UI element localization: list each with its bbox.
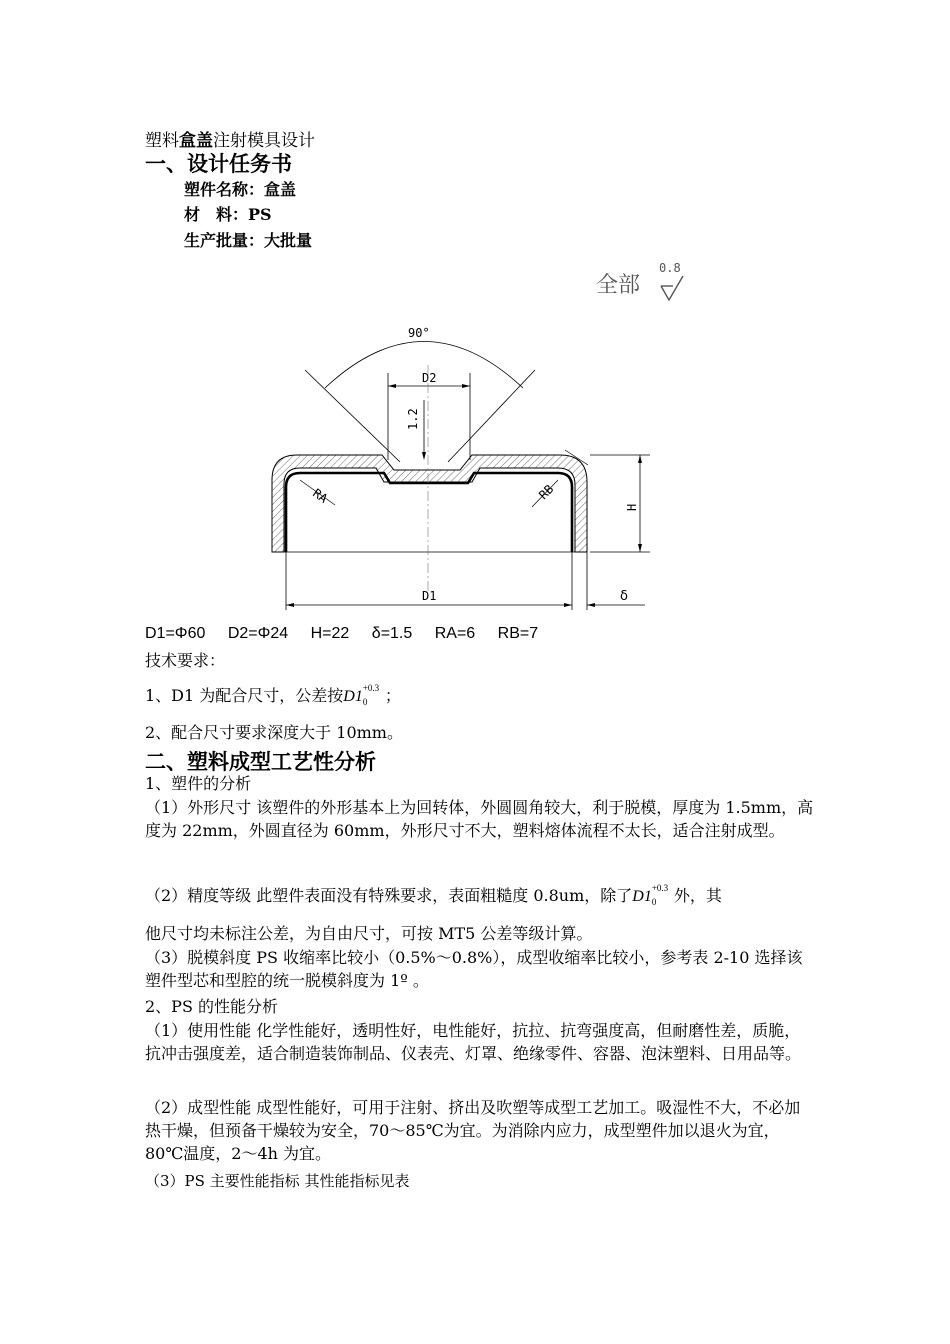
requirement-2: 2、配合尺寸要求深度大于 10mm。 xyxy=(145,723,403,742)
requirement-1: 1、D1 为配合尺寸，公差按D1 +0.3 0 ； xyxy=(145,683,401,707)
section2-sub1: 1、塑件的分析 xyxy=(145,774,252,793)
part-drawing xyxy=(260,255,660,615)
field-part-name: 塑件名称：盒盖 xyxy=(184,180,297,199)
doc-title-bold: 盒盖 xyxy=(179,131,213,151)
field-material: 材 料：PS xyxy=(184,205,272,224)
rb-label: RB xyxy=(536,482,557,503)
paragraph-precision-line2: 他尺寸均未标注公差，为自由尺寸，可按 MT5 公差等级计算。 xyxy=(145,924,593,943)
paragraph-usage: （1）使用性能 化学性能好，透明性好，电性能好，抗拉、抗弯强度高，但耐磨性差，质脆，抗冲击强度差，适合制造装饰制品、仪表壳、灯罩、绝缘零件、容器、泡沫塑料、日用品等。 xyxy=(145,1021,802,1063)
roughness-check-icon xyxy=(655,258,695,308)
d2-label: D2 xyxy=(422,371,437,385)
doc-title-pre: 塑料 xyxy=(145,131,179,151)
param-rb: RB=7 xyxy=(497,625,539,642)
param-ra: RA=6 xyxy=(434,625,476,642)
param-d2: D2=Φ24 xyxy=(227,625,289,642)
paragraph-molding: （2）成型性能 成型性能好，可用于注射、挤出及吹塑等成型工艺加工。吸湿性不大，不必加热干燥，但预备干燥较为安全，70～85℃为宜。为消除内应力，成型塑件加以退火为宜，80℃温度，2～4h 为宜。 xyxy=(145,1098,801,1163)
section2-heading: 二、塑料成型工艺性分析 xyxy=(145,750,376,774)
ra-label: RA xyxy=(310,485,331,506)
paragraph-shape: （1）外形尺寸 该塑件的外形基本上为回转体，外圆圆角较大，利于脱模，厚度为 1.5mm，高度为 22mm，外圆直径为 60mm，外形尺寸不大，塑料熔体流程不太长，适合注射成型。 xyxy=(145,798,814,840)
paragraph-draft: （3）脱模斜度 PS 收缩率比较小（0.5%～0.8%），成型收缩率比较小，参考表 2-10 选择该塑件型芯和型腔的统一脱模斜度为 1º 。 xyxy=(145,948,803,990)
roughness-text: 全部 xyxy=(596,273,641,298)
paragraph-precision: （2）精度等级 此塑件表面没有特殊要求，表面粗糙度 0.8um，除了D1 +0.3 0 外，其 xyxy=(145,883,722,907)
paragraph-indicators: （3）PS 主要性能指标 其性能指标见表 xyxy=(145,1172,410,1190)
delta-label: δ xyxy=(620,589,628,604)
requirements-heading: 技术要求： xyxy=(145,651,226,670)
param-d1: D1=Φ60 xyxy=(145,625,206,642)
params-line xyxy=(145,625,556,643)
section1-heading: 一、设计任务书 xyxy=(145,152,292,176)
param-delta: δ=1.5 xyxy=(371,625,413,642)
field-batch: 生产批量：大批量 xyxy=(184,231,313,250)
part-inner-profile xyxy=(286,473,572,552)
param-h: H=22 xyxy=(310,625,350,642)
d1-label: D1 xyxy=(422,589,437,603)
depth-label: 1.2 xyxy=(406,408,420,430)
roughness-value: 0.8 xyxy=(659,261,681,275)
angle-line-right xyxy=(448,370,535,462)
section2-sub2: 2、PS 的性能分析 xyxy=(145,997,278,1016)
h-label: H xyxy=(625,503,639,511)
angle-line-left xyxy=(305,370,400,462)
doc-title-post: 注射模具设计 xyxy=(213,131,315,151)
angle-label: 90° xyxy=(408,326,430,340)
